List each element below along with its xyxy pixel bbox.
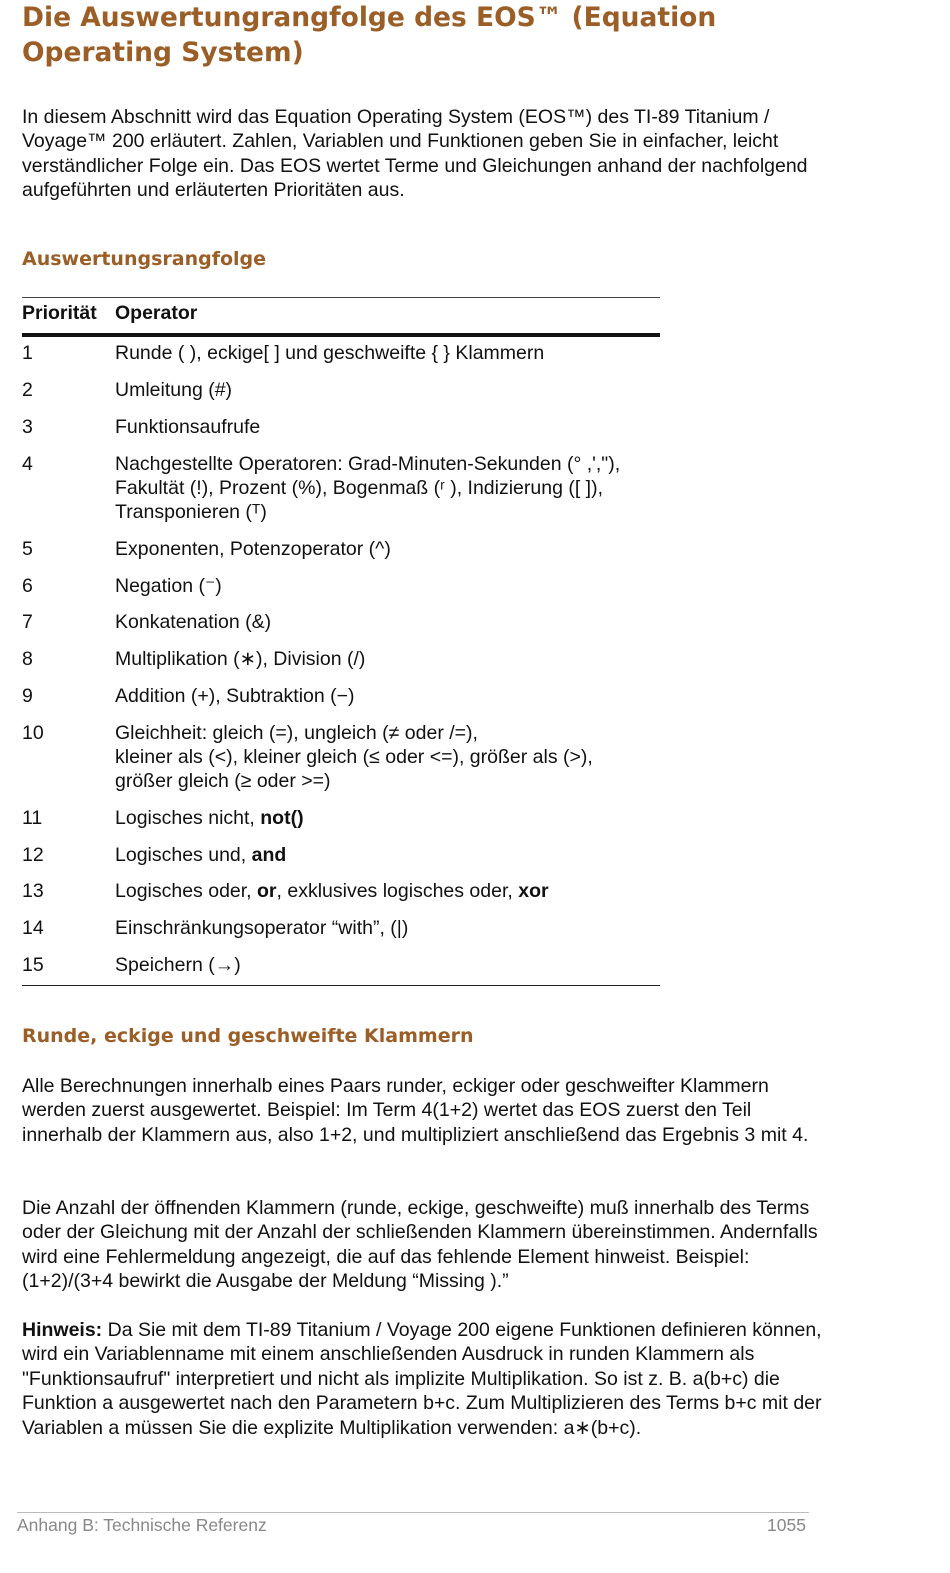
table-row: [22, 843, 660, 880]
operator-cell: [115, 684, 660, 721]
operator-cell: [115, 415, 660, 452]
section-heading-brackets: Runde, eckige und geschweifte Klammern: [22, 1025, 474, 1047]
table-row: [22, 415, 660, 452]
footer-chapter: Anhang B: Technische Referenz: [17, 1515, 267, 1535]
table-row: [22, 378, 660, 415]
table-row: [22, 574, 660, 611]
table-header-row: [22, 298, 660, 336]
keyword-and: and: [251, 843, 287, 866]
note-text: Da Sie mit dem TI-89 Titanium / Voyage 200 eigene Funktionen definieren können, wird ein Variablenname mit einem anschließenden Ausdruck in runden Klammern als "Funktionsaufruf" interpretiert und nicht als implizite Multiplikation. So ist z. B. a(b+c) die Funktion a ausgewertet nach den Parametern b+c. Zum Multiplizieren des Terms b+c mit der Variablen a müssen Sie die explizite Multiplikation verwenden: a∗(b+c).: [22, 1319, 822, 1439]
operator-cell: [115, 721, 660, 807]
priority-cell: 4: [22, 452, 33, 475]
operator-text: Transponieren (ᵀ): [115, 501, 267, 524]
operator-text: Logisches oder,: [115, 880, 258, 903]
page-title: Die Auswertungrangfolge des EOS™ (Equation Operating System): [22, 2, 717, 68]
operator-text: Speichern (→): [115, 953, 241, 976]
operator-text: , exklusives logisches oder,: [276, 880, 519, 903]
priority-cell: 1: [22, 342, 33, 365]
operator-text: Funktionsaufrufe: [115, 415, 261, 438]
operator-text: Negation (⁻): [115, 574, 222, 597]
operator-text: kleiner als (<), kleiner gleich (≤ oder <=), größer als (>),: [115, 745, 593, 768]
header-priority: Priorität: [22, 298, 115, 336]
operator-cell: [115, 574, 660, 611]
table-row: [22, 537, 660, 574]
priority-cell: 13: [22, 880, 44, 903]
operator-text: größer gleich (≥ oder >=): [115, 770, 331, 793]
note-label: Hinweis:: [22, 1319, 103, 1341]
operator-text: Fakultät (!), Prozent (%), Bogenmaß (ʳ ), Indizierung ([ ]),: [115, 476, 603, 499]
operator-text: Umleitung (#): [115, 379, 233, 402]
keyword-xor: xor: [518, 880, 549, 903]
operator-cell: [115, 452, 660, 538]
operator-cell: [115, 647, 660, 684]
table-row: [22, 335, 660, 378]
priority-cell: 10: [22, 721, 44, 744]
table-row: [22, 916, 660, 953]
priority-cell: 9: [22, 684, 33, 707]
operator-text: Logisches und,: [115, 843, 252, 866]
operator-cell: [115, 537, 660, 574]
operator-cell: [115, 610, 660, 647]
priority-cell: 14: [22, 917, 44, 940]
keyword-or: or: [257, 880, 277, 903]
note-paragraph: [22, 1318, 822, 1440]
precedence-table: [22, 297, 660, 986]
priority-cell: 6: [22, 574, 33, 597]
table-row: [22, 452, 660, 538]
table-row: [22, 721, 660, 807]
table-row: [22, 806, 660, 843]
operator-text: Konkatenation (&): [115, 611, 272, 634]
priority-cell: 5: [22, 538, 33, 561]
operator-cell: [115, 378, 660, 415]
table-row: [22, 610, 660, 647]
operator-text: Einschränkungsoperator “with”, (|): [115, 917, 409, 940]
operator-cell: [115, 953, 660, 986]
table-row: [22, 879, 660, 916]
operator-text: Nachgestellte Operatoren: Grad-Minuten-Sekunden (° ,',"),: [115, 452, 621, 475]
priority-cell: 11: [22, 807, 43, 830]
operator-text: Exponenten, Potenzoperator (^): [115, 538, 391, 561]
operator-cell: [115, 335, 660, 378]
priority-cell: 15: [22, 953, 115, 986]
priority-cell: 12: [22, 843, 44, 866]
operator-cell: [115, 879, 660, 916]
brackets-paragraph-2: Die Anzahl der öffnenden Klammern (runde, eckige, geschweifte) muß innerhalb des Terms oder der Gleichung mit der Anzahl der schließenden Klammern übereinstimmen. Andernfalls wird eine Fehlermeldung angezeigt, die auf das fehlende Element hinweist. Beispiel: (1+2)/(3+4 bewirkt die Ausgabe der Meldung “Missing ).”: [22, 1197, 818, 1293]
table-row: [22, 647, 660, 684]
priority-cell: 8: [22, 648, 33, 671]
section-heading-precedence: Auswertungsrangfolge: [22, 248, 267, 270]
operator-cell: [115, 806, 660, 843]
header-operator: Operator: [115, 298, 660, 336]
operator-text: Addition (+), Subtraktion (−): [115, 684, 355, 707]
priority-cell: 3: [22, 415, 33, 438]
operator-cell: [115, 916, 660, 953]
operator-text: Logisches nicht,: [115, 807, 261, 830]
footer-page-number: 1055: [767, 1515, 806, 1535]
brackets-paragraph-1: Alle Berechnungen innerhalb eines Paars runder, eckiger oder geschweifter Klammern werden zuerst ausgewertet. Beispiel: Im Term 4(1+2) wertet das EOS zuerst den Teil innerhalb der Klammern aus, also 1+2, und multipliziert anschließend das Ergebnis 3 mit 4.: [22, 1075, 809, 1146]
priority-cell: 7: [22, 611, 33, 634]
footer-divider: [17, 1512, 809, 1513]
table-row: [22, 684, 660, 721]
intro-paragraph: In diesem Abschnitt wird das Equation Operating System (EOS™) des TI-89 Titanium / Voyage™ 200 erläutert. Zahlen, Variablen und Funktionen geben Sie in einfacher, leicht verständlicher Folge ein. Das EOS wertet Terme und Gleichungen anhand der nachfolgend aufgeführten und erläuterten Prioritäten aus.: [22, 106, 808, 202]
operator-text: Gleichheit: gleich (=), ungleich (≠ oder /=),: [115, 721, 478, 744]
operator-cell: [115, 843, 660, 880]
table-row: [22, 953, 660, 986]
operator-text: Multiplikation (∗), Division (/): [115, 648, 366, 671]
operator-text: Runde ( ), eckige[ ] und geschweifte { } Klammern: [115, 342, 545, 365]
keyword-not: not(): [260, 807, 304, 830]
priority-cell: 2: [22, 379, 33, 402]
